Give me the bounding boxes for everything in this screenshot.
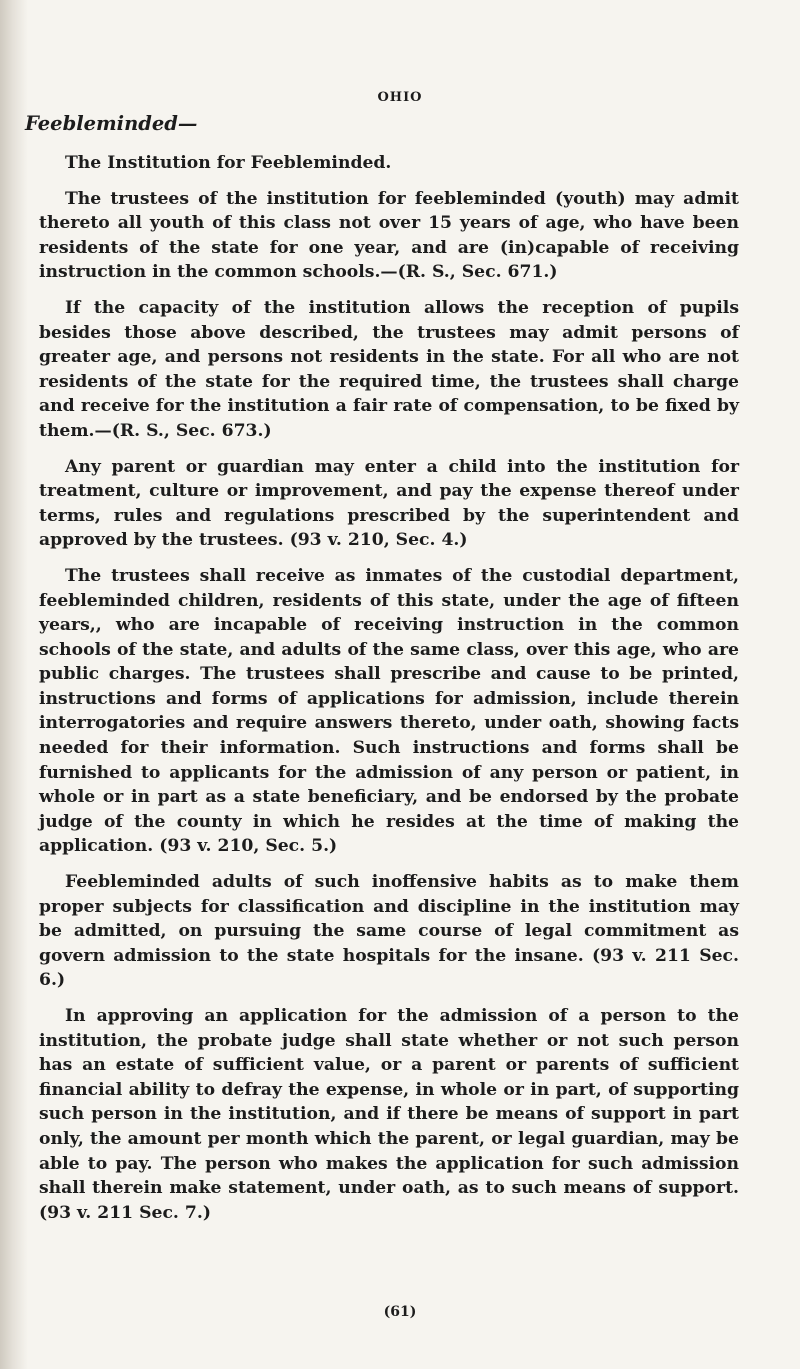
section-heading: Feebleminded— — [25, 112, 198, 135]
paragraph-probate-judge: In approving an application for the admission of a person to the institution, the probate judge shall state whether or not such person has an estate of sufficient value, or a parent or parents of sufficient financial ability to defray the expense, in whole or in part, of supporting such person in the institution, and if there be means of support in part only, the amount per month which the parent, or legal guardian, may be able to pay. The person who makes the application for such admission shall therein make statement, under oath, as to such means of support. (93 v. 211 Sec. 7.) — [39, 1006, 739, 1223]
paragraph-admission-youth: The trustees of the institution for feebleminded (youth) may admit thereto all youth of this class not over 15 years of age, who have been residents of the state for one year, and are (in)capable of receiving instruction in the common schools.—(R. S., Sec. 671.) — [39, 188, 739, 283]
paragraph-parent-guardian: Any parent or guardian may enter a child into the institution for treatment, culture or improvement, and pay the expense thereof under terms, rules and regulations prescribed by the superintendent and approved by the trustees. (93 v. 210, Sec. 4.) — [39, 456, 739, 551]
running-head: OHIO — [377, 90, 423, 105]
paragraph-custodial-department: The trustees shall receive as inmates of the custodial department, feebleminded children, residents of this state, under the age of fifteen years,, who are incapable of receiving instruction in the common schools of the state, and adults of the same class, over this age, who are public charges. The trustees shall prescribe and cause to be printed, instructions and forms of applications for admission, include therein interrogatories and require answers thereto, under oath, showing facts needed for their information. Such instructions and forms shall be furnished to applicants for the admission of any person or patient, in whole or in part as a state beneficiary, and be endorsed by the probate judge of the county in which he resides at the time of making the application. (93 v. 210, Sec. 5.) — [39, 565, 739, 857]
body-text — [39, 151, 739, 1236]
page-number: (61) — [383, 1304, 417, 1320]
paragraph-adults: Feebleminded adults of such inoffensive habits as to make them proper subjects for classification and discipline in the institution may be admitted, on pursuing the same course of legal commitment as govern admission to the state hospitals for the insane. (93 v. 211 Sec. 6.) — [39, 872, 739, 991]
institution-heading: The Institution for Feebleminded. — [65, 153, 392, 173]
paragraph-capacity: If the capacity of the institution allows the reception of pupils besides those above described, the trustees may admit persons of greater age, and persons not residents in the state. For all who are not residents of the state for the required time, the trustees shall charge and receive for the institution a fair rate of compensation, to be fixed by them.—(R. S., Sec. 673.) — [39, 297, 739, 441]
